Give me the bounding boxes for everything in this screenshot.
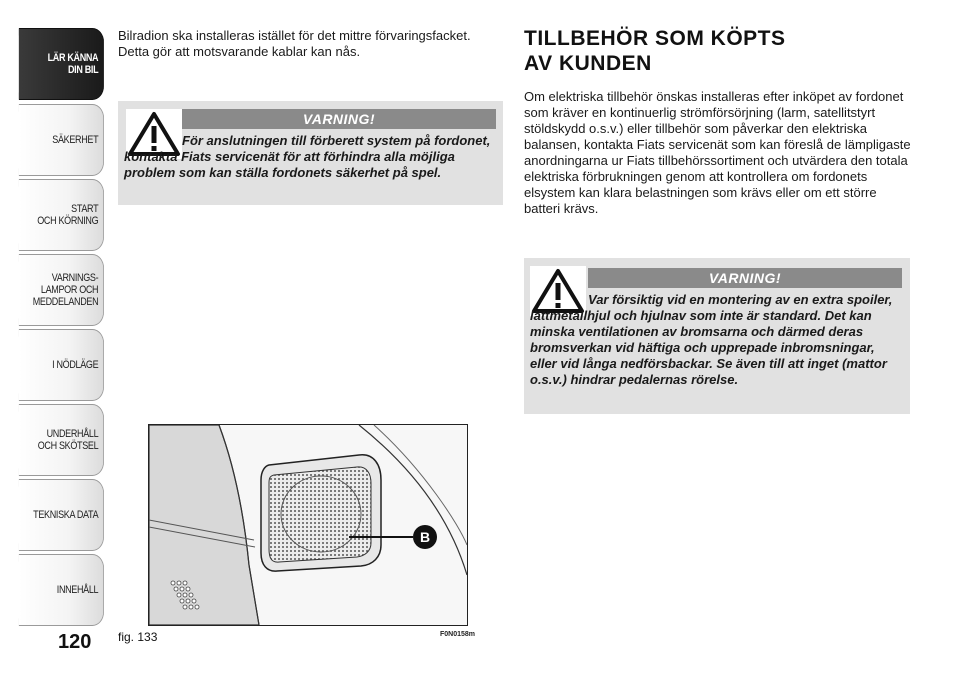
tab-lar-kanna-din-bil[interactable]: LÄR KÄNNA DIN BIL xyxy=(19,28,104,100)
warning-title: VARNING! xyxy=(588,268,902,288)
tab-innehall[interactable]: INNEHÅLL xyxy=(19,554,104,626)
tab-underhall[interactable]: UNDERHÅLL OCH SKÖTSEL xyxy=(19,404,104,476)
figure-caption: fig. 133 xyxy=(118,630,158,644)
warning-text: Var försiktig vid en montering av en extra spoiler, lättmetallhjul och hjulnav som inte är standard. Det kan minska ventilationen av bromsarna och därmed deras bromsverkan vid häftiga och upprepade inbromsningar, eller vid långa nedförsbackar. Se även till att inget (mattor o.s.v.) hindrar pedalernas rörelse. xyxy=(530,292,893,387)
figure-code: F0N0158m xyxy=(440,631,476,638)
section-body: Om elektriska tillbehör önskas installeras efter inköpet av fordonet som kräver en kontinuerlig strömförsörjning (larm, satellitstyrt stöldskydd o.s.v.) eller tillbehör som påverkar den elektriska balansen, kontakta Fiats servicenät som kan föreslå de lämpligaste anordningarna ur Fiats tillbehörssortiment och utvärdera den totala elektriska förbrukningen genom att kontrollera om fordonets elsystem kan klara belastningen som krävs eller om ett större batteri krävs. xyxy=(524,89,911,216)
warning-title: VARNING! xyxy=(182,109,496,129)
section-title: TILLBEHÖR SOM KÖPTS AV KUNDEN xyxy=(524,27,786,75)
tab-i-nodlage[interactable]: I NÖDLÄGE xyxy=(19,329,104,401)
warning-text: För anslutningen till förberett system på fordonet, kontakta Fiats servicenät för att förhindra alla möjliga problem som kan ställa fordonets säkerhet på spel. xyxy=(124,133,491,180)
figure-133 xyxy=(148,424,468,626)
tab-start-och-korning[interactable]: START OCH KÖRNING xyxy=(19,179,104,251)
tab-tekniska-data[interactable]: TEKNISKA DATA xyxy=(19,479,104,551)
callout-label-b: B xyxy=(419,529,431,545)
warning-box-right xyxy=(524,258,910,414)
tab-varningslampor[interactable]: VARNINGS- LAMPOR OCH MEDDELANDEN xyxy=(19,254,104,326)
intro-paragraph: Bilradion ska installeras istället för det mittre förvaringsfacket. Detta gör att motsvarande kablar kan nås. xyxy=(118,28,471,59)
speaker-illustration xyxy=(149,425,467,625)
tab-sakerhet[interactable]: SÄKERHET xyxy=(19,104,104,176)
warning-box-left xyxy=(118,101,503,205)
page-number: 120 xyxy=(58,631,92,653)
